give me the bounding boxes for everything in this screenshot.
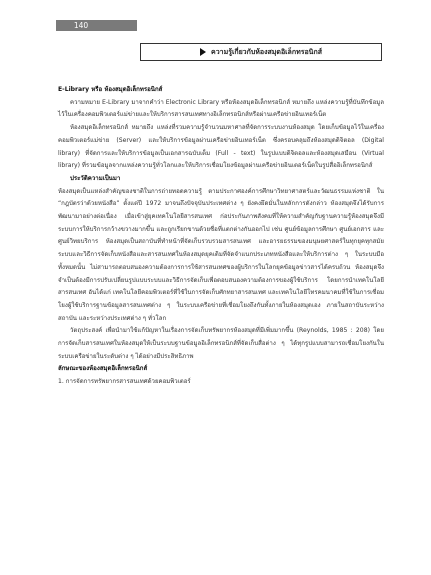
document-body — [58, 84, 384, 389]
history-paragraph: ห้องสมุดเป็นแหล่งสำคัญของชาติในการถ่ายทอดความรู้ ตามประกาศองค์การศึกษาวิทยาศาสตร์และวัฒนธรรมแห่งชาติ ใน “กฎบัตรว่าด้วยหนังสือ” ตั้งแต่ปี 1972 มาจนถึงปัจจุบันประเทศต่าง ๆ ยังคงยึดมั่นในหลักการดังกล่าว ห้องสมุดจึงได้รับการพัฒนามาอย่างต่อเนื่อง เมื่อเข้าสู่ยุคเทคโนโลยีสารสนเทศ ก่อประกันภาพสังคมที่ให้ความสำคัญกับฐานความรู้ห้องสมุดจึงมีระบบการให้บริการกว้างขวางมากขึ้น และถูกเรียกขานด้วยชื่อที่แตกต่างกันออกไป เช่น ศูนย์ข้อมูลการศึกษา ศูนย์เอกสาร และศูนย์วิทยบริการ ห้องสมุดเป็นสถาบันที่ทำหน้าที่จัดเก็บรวบรวมสารสนเทศ และอารยธรรมของมนุษยศาสตร์ในทุกยุคทุกสมัย ระบบและวิธีการจัดเก็บหนังสือและสารสนเทศในห้องสมุดยุคเดิมที่จัดจำแนกประเภทหนังสือและให้บริการต่าง ๆ ในระบบมือทั้งหมดนั้น ไม่สามารถตอบสนองความต้องการการใช้สารสนเทศของผู้บริการในโลกยุคข้อมูลข่าวสารได้ครบถ้วน ห้องสมุดจึงจำเป็นต้องมีการปรับเปลี่ยนรูปแบบระบบและวิธีการจัดเก็บเพื่อตอบสนองความต้องการของผู้ใช้บริการ โดยการนำเทคโนโลยีสารสนเทศ อันได้แก่ เทคโนโลยีคอมพิวเตอร์ที่ใช้ในการจัดเก็บศักทยาสารสนเทศ และเทคโนโลยีโทรคมนาคมที่ใช้ในการเชื่อมโยงผู้ใช้บริการฐานข้อมูลสารสนเทศต่าง ๆ ในระบบเครือข่ายที่เชื่อมโยงถึงกันทั้งภายในห้องสมุดเอง ภายในสถาบันระหว่างสถาบัน และระหว่างประเทศต่าง ๆ ทั่วโลก — [58, 187, 384, 322]
arrow-bullet-icon — [200, 48, 206, 56]
paragraph-definition-2: ห้องสมุดอิเล็กทรอนิกส์ หมายถึง แหล่งที่รวมความรู้จำนวนมหาศาลที่จัดการระบบงานห้องสมุด โดยเก็บข้อมูลไว้ในเครื่องคอมพิวเตอร์แม่ข่าย (Server) และให้บริการข้อมูลผ่านเครือข่ายอินเทอร์เน็ต ซึ่งครอบคลุมถึงห้องสมุดดิจิตอล (Digital library) ที่จัดการและให้บริการข้อมูลเป็นเอกสารฉบับเต็ม (Full - text) ในรูปแบบดิจิตอลและห้องสมุดเสมือน (Virtual library) ที่รวมข้อมูลจากแหล่งความรู้ทั่วโลกและให้บริการเชื่อมโยงข้อมูลผ่านเครือข่ายอินเตอร์เน็ตในรูปสื่ออิเล็กทรอนิกส์ — [58, 124, 384, 170]
features-item: 1. การจัดการทรัพยากรสารสนเทศด้วยคอมพิวเตอร์ — [58, 378, 191, 386]
objective-paragraph: วัตถุประสงค์ เพื่อนำมาใช้แก้ปัญหาในเรื่องการจัดเก็บทรัพยากรห้องสมุดที่มีเพิ่มมากขึ้น (Reynolds, 1985 : 208) โดยการจัดเก็บสารสนเทศในห้องสมุดให้เป็นระบบฐานข้อมูลอิเล็กทรอนิกส์ที่จัดเก็บสื่อต่าง ๆ ได้ทุกรูปแบบสามารถเชื่อมโยงกันในระบบเครือข่ายในระดับต่าง ๆ ได้อย่างมีประสิทธิภาพ — [58, 327, 384, 360]
history-heading: ประวัติความเป็นมา — [70, 174, 121, 182]
page-number: 140 — [73, 21, 89, 30]
paragraph-definition: ความหมาย E-Library มาจากคำว่า Electronic Library หรือห้องสมุดอิเล็กทรอนิกส์ หมายถึง แหล่งความรู้ที่บันทึกข้อมูลไว้ในเครื่องคอมพิวเตอร์แม่ข่ายและให้บริการสารสนเทศทางอิเล็กทรอนิกส์หรือผ่านเครือข่ายอินเทอร์เน็ต — [58, 98, 384, 119]
chapter-title-box — [140, 43, 382, 61]
chapter-title: ความรู้เกี่ยวกับห้องสมุดอิเล็กทรอนิกส์ — [211, 47, 322, 56]
section-heading: E-Library หรือ ห้องสมุดอิเล็กทรอนิกส์ — [58, 86, 163, 93]
features-heading: ลักษณะของห้องสมุดอิเล็กทรอนิกส์ — [58, 365, 148, 373]
